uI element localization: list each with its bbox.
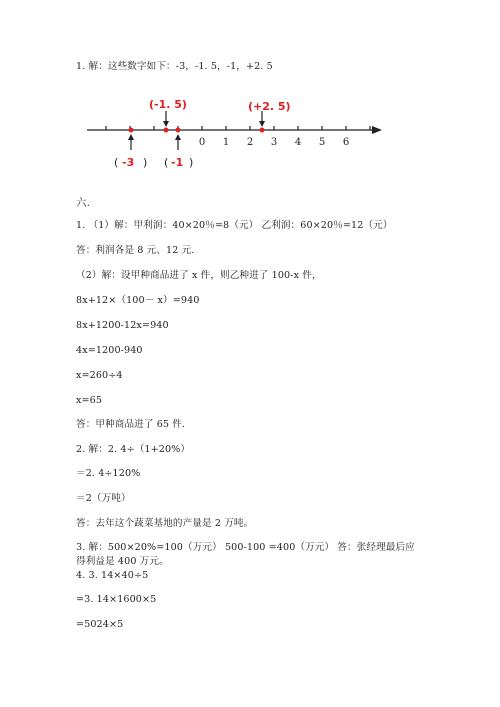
- paren-open: (: [114, 156, 119, 169]
- label-neg-1-5: (-1. 5): [149, 98, 187, 111]
- tick-label: 0: [198, 137, 206, 148]
- number-line-diagram: [0, 0, 500, 180]
- p2-line-1: 2. 解：2. 4÷（1+20%）: [76, 444, 191, 455]
- p2-line-4: 答：去年这个蔬菜基地的产量是 2 万吨。: [76, 518, 254, 529]
- label-pos-2-5: (+2. 5): [248, 100, 291, 113]
- tick-label: 2: [246, 137, 254, 148]
- point-neg-1-5: [164, 128, 169, 133]
- label-neg-3: -3: [122, 156, 135, 169]
- number-line-arrow-icon: [372, 126, 382, 134]
- p1-line-5: 8x+1200-12x=940: [76, 320, 169, 331]
- p3-line-1: 3. 解：500×20%=100（万元） 500-100 =400（万元） 答：张经理最后应: [76, 542, 415, 553]
- p1-line-3: （2）解：设甲种商品进了 x 件，则乙种进了 100-x 件，: [76, 270, 322, 281]
- label-neg-1: -1: [171, 156, 184, 169]
- arrow-down-icon: [163, 121, 169, 127]
- tick-label: 3: [270, 137, 278, 148]
- q1-answer-line: 1. 解：这些数字如下：-3，-1. 5，-1，+2. 5: [76, 61, 273, 72]
- p3-line-2: 得利益是 400 万元。: [76, 556, 169, 567]
- paren-close: ): [189, 156, 194, 169]
- p2-line-2: ＝2. 4÷120%: [76, 468, 141, 479]
- p1-line-9: 答：甲种商品进了 65 件.: [76, 419, 186, 430]
- p4-line-1: 4. 3. 14×40÷5: [76, 570, 149, 581]
- tick-label: 1: [222, 137, 230, 148]
- p1-line-1: 1. （1）解：甲利润：40×20％=8（元） 乙利润：60×20％=12（元）: [76, 220, 393, 231]
- p1-line-6: 4x=1200-940: [76, 345, 143, 356]
- p1-line-8: x=65: [76, 395, 103, 406]
- p1-line-7: x=260÷4: [76, 370, 123, 381]
- p1-line-4: 8x+12×（100－ x）=940: [76, 295, 200, 306]
- tick-label: 4: [294, 137, 302, 148]
- tick-label: 5: [318, 137, 326, 148]
- p2-line-3: ＝2（万吨）: [76, 493, 131, 504]
- tick-label: 6: [342, 137, 350, 148]
- paren-close: ): [143, 156, 148, 169]
- paren-open: (: [164, 156, 169, 169]
- arrow-up-icon: [175, 134, 181, 140]
- p1-line-2: 答：利润各是 8 元、12 元.: [76, 245, 195, 256]
- p4-line-3: =5024×5: [76, 619, 124, 630]
- point-neg-1: [176, 128, 181, 133]
- point-neg-3: [129, 128, 134, 133]
- point-pos-2-5: [260, 128, 265, 133]
- arrow-up-icon: [128, 134, 134, 140]
- section-title: 六.: [76, 197, 91, 209]
- p4-line-2: =3. 14×1600×5: [76, 594, 157, 605]
- arrow-down-icon: [259, 121, 265, 127]
